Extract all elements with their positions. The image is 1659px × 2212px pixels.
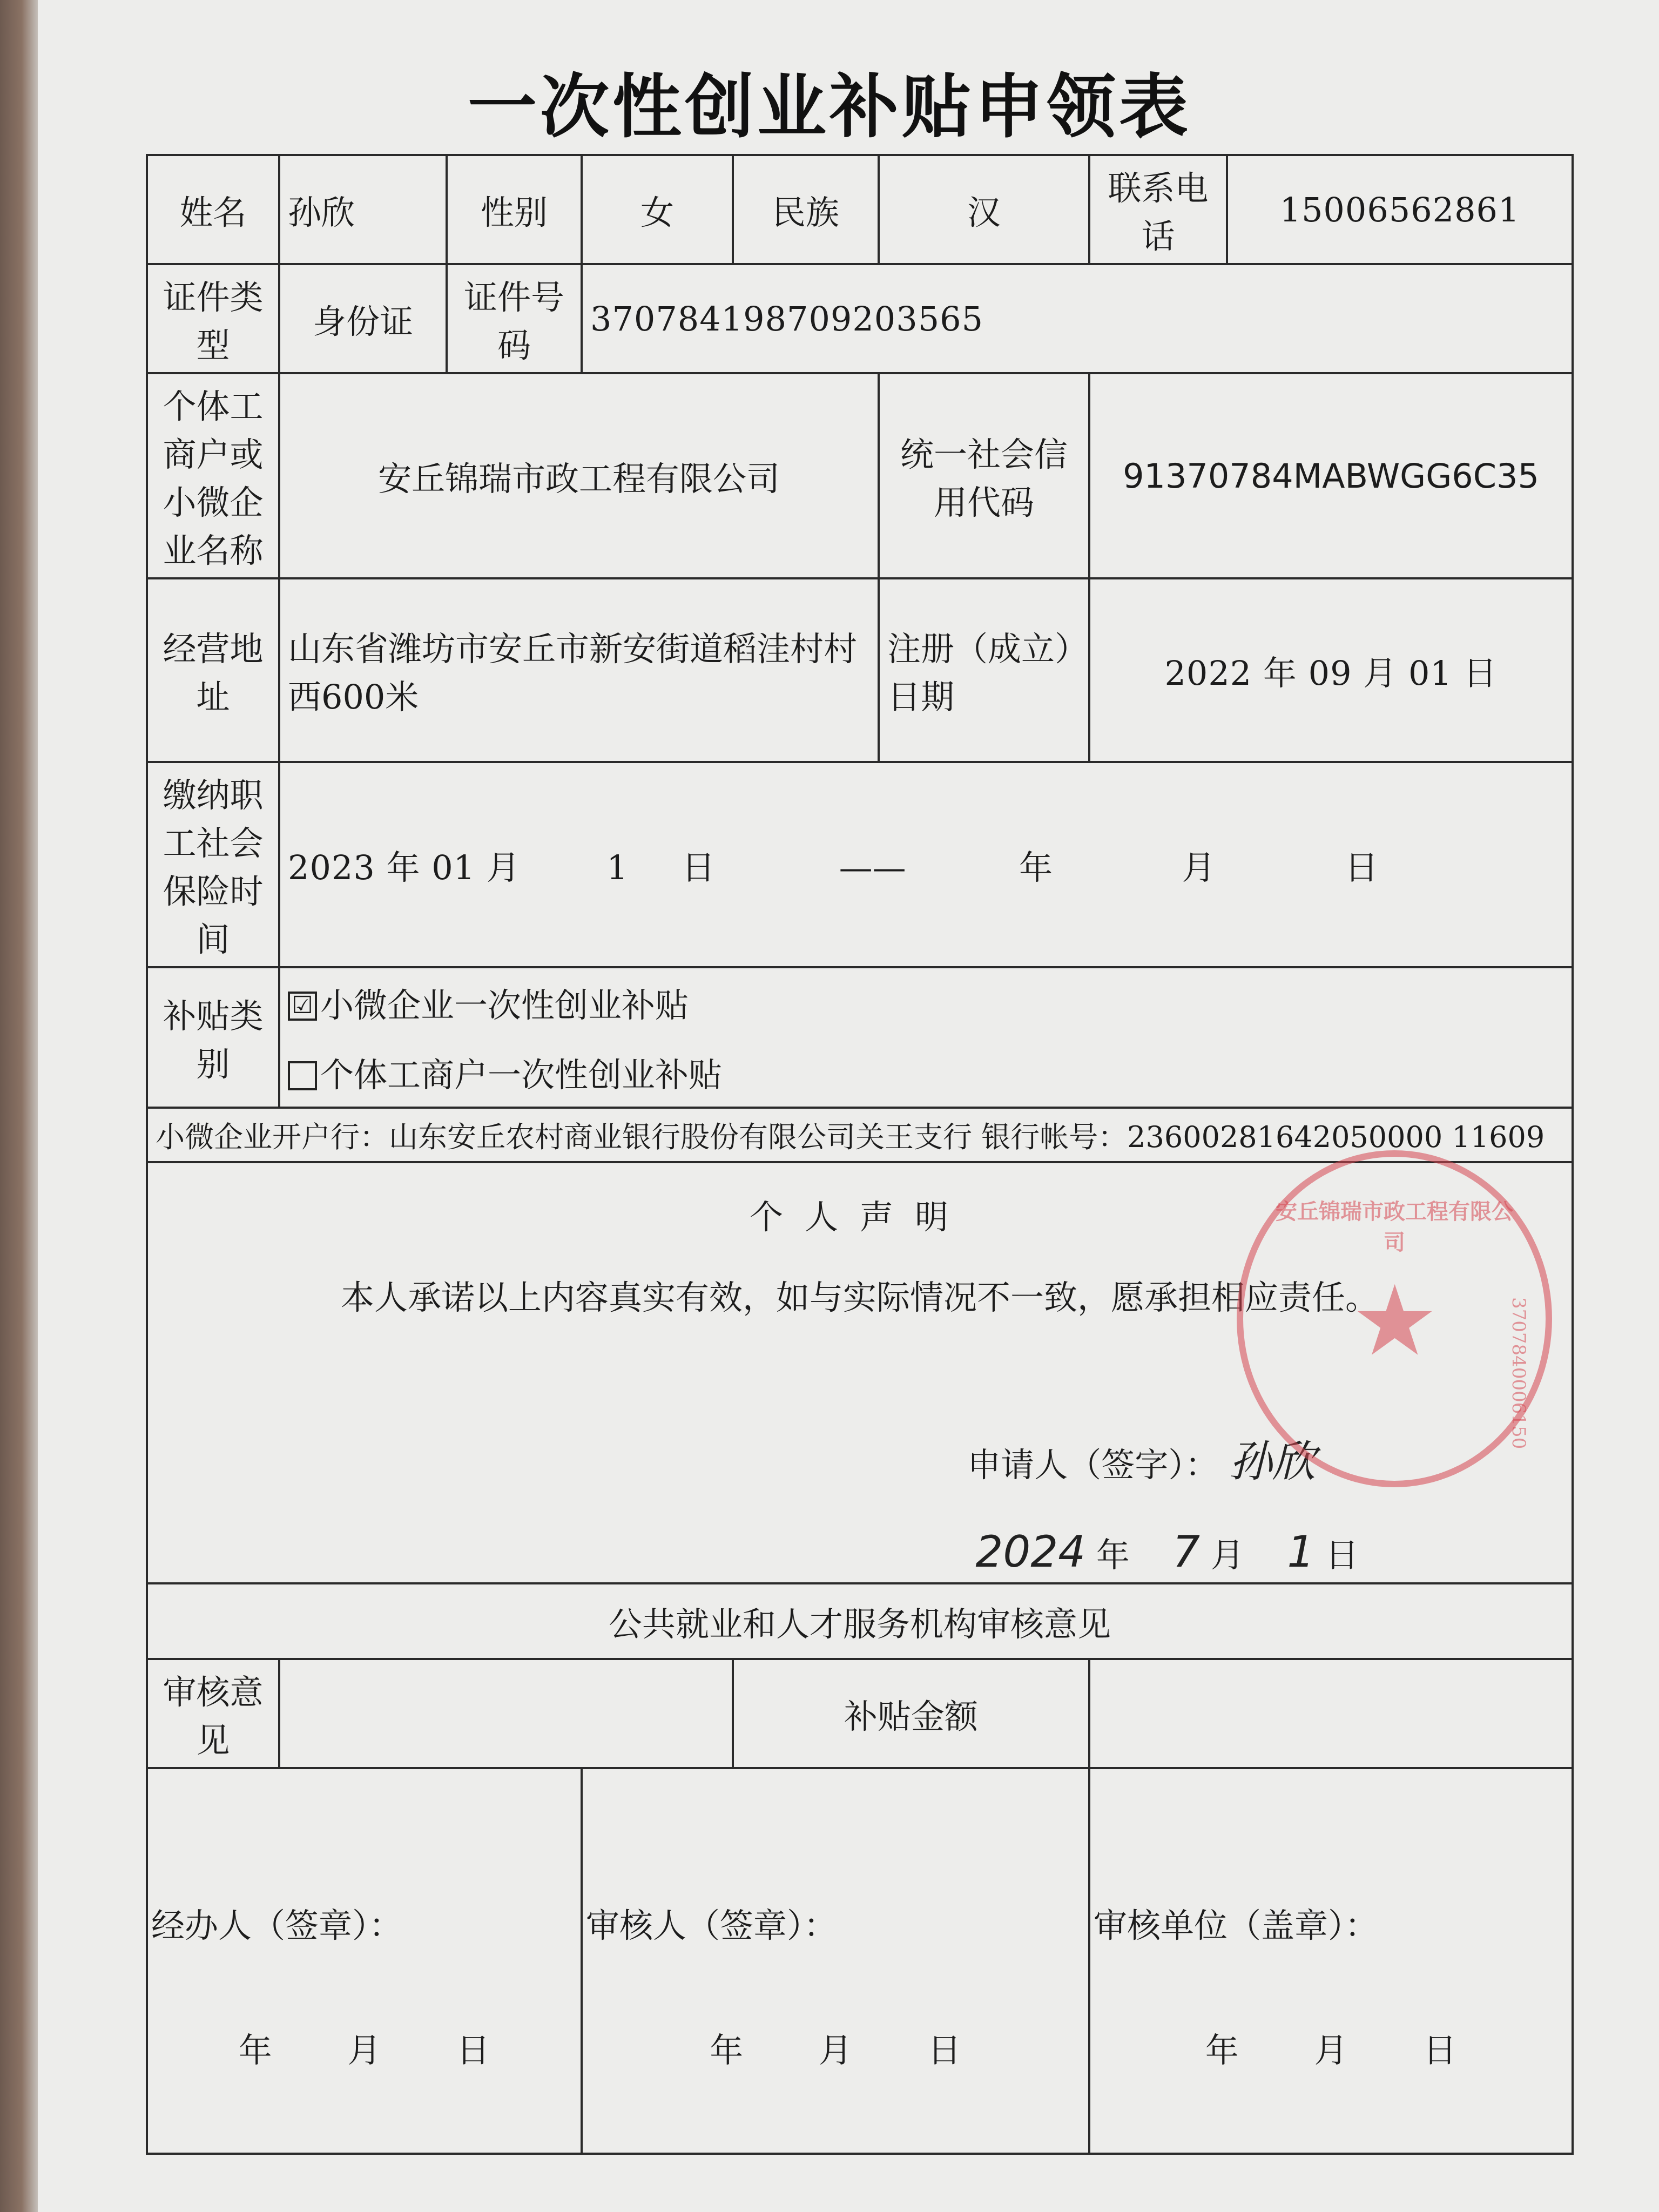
row-review-opinion — [147, 1659, 1573, 1768]
ethnicity-label: 民族 — [733, 155, 879, 264]
handler-date: 年 月 日 — [238, 2031, 490, 2070]
row-company — [147, 373, 1573, 578]
row-review-signatures — [147, 1768, 1573, 2154]
row-review-title — [147, 1583, 1573, 1659]
subsidy-option-individual-business[interactable] — [288, 1048, 1564, 1096]
applicant-label: 申请人（签字）： — [967, 1445, 1219, 1485]
declaration-date — [156, 1527, 1564, 1577]
subsidy-option-label: 小微企业一次性创业补贴 — [320, 986, 689, 1025]
insurance-dash: —— — [839, 847, 906, 887]
bank-account-info: 小微企业开户行：山东安丘农村商业银行股份有限公司关王支行 银行帐号：23600281642050000 11609 — [147, 1108, 1573, 1162]
subsidy-option-small-enterprise[interactable] — [288, 979, 1564, 1027]
company-value: 安丘锦瑞市政工程有限公司 — [279, 373, 879, 578]
address-label: 经营地址 — [147, 578, 279, 762]
insurance-end-day: 日 — [1344, 847, 1378, 887]
insurance-day-unit: 日 — [682, 847, 716, 887]
star-icon: ★ — [1351, 1265, 1439, 1378]
applicant-signature: 孙欣 — [1229, 1437, 1316, 1487]
subsidy-amount-label: 补贴金额 — [733, 1659, 1089, 1768]
date-month: 7 — [1172, 1527, 1201, 1577]
credit-code-value: 91370784MABWGG6C35 — [1089, 373, 1573, 578]
review-unit-cell[interactable] — [1089, 1768, 1573, 2154]
address-value: 山东省潍坊市安丘市新安街道稻洼村村西600米 — [279, 578, 879, 762]
id-number-label: 证件号码 — [447, 264, 582, 373]
stamp-code: 3707840006150 — [1508, 1297, 1529, 1449]
gender-label: 性别 — [447, 155, 582, 264]
row-id-info — [147, 264, 1573, 373]
registration-date-label: 注册（成立）日期 — [879, 578, 1089, 762]
checkbox-checked-icon[interactable]: ☑ — [288, 992, 317, 1021]
handler-signature-cell[interactable] — [147, 1768, 582, 2154]
id-type-value: 身份证 — [279, 264, 447, 373]
date-year: 2024 — [975, 1527, 1086, 1577]
insurance-start: 2023 年 01 月 — [288, 847, 521, 887]
name-label: 姓名 — [147, 155, 279, 264]
document-title: 一次性创业补贴申领表 — [467, 66, 1191, 147]
reviewer-label: 审核人（签章）： — [586, 1906, 838, 1945]
insurance-end-year: 年 — [1019, 847, 1053, 887]
date-day-unit: 日 — [1325, 1535, 1359, 1575]
ethnicity-value: 汉 — [879, 155, 1089, 264]
name-value: 孙欣 — [279, 155, 447, 264]
review-opinion-field[interactable] — [279, 1659, 733, 1768]
review-unit-date: 年 月 日 — [1205, 2031, 1457, 2070]
company-label: 个体工商户或小微企业名称 — [147, 373, 279, 578]
insurance-end-month: 月 — [1182, 847, 1216, 887]
company-seal-stamp — [1237, 1150, 1552, 1487]
review-unit-label: 审核单位（盖章）： — [1094, 1906, 1379, 1945]
row-address — [147, 578, 1573, 762]
checkbox-empty-icon[interactable] — [288, 1061, 317, 1090]
credit-code-label: 统一社会信用代码 — [879, 373, 1089, 578]
review-section-title: 公共就业和人才服务机构审核意见 — [147, 1583, 1573, 1659]
row-basic-info — [147, 155, 1573, 264]
date-year-unit: 年 — [1096, 1535, 1130, 1575]
row-subsidy-type — [147, 967, 1573, 1108]
insurance-label: 缴纳职工社会保险时间 — [147, 762, 279, 967]
id-number-value: 370784198709203565 — [582, 264, 1573, 373]
gender-value: 女 — [582, 155, 733, 264]
reviewer-signature-cell[interactable] — [582, 1768, 1089, 2154]
handler-label: 经办人（签章）： — [151, 1906, 403, 1945]
subsidy-options — [279, 967, 1573, 1108]
phone-value: 15006562861 — [1227, 155, 1573, 264]
subsidy-option-label: 个体工商户一次性创业补贴 — [320, 1055, 723, 1095]
id-type-label: 证件类型 — [147, 264, 279, 373]
insurance-start-day: 1 — [606, 847, 628, 887]
subsidy-type-label: 补贴类别 — [147, 967, 279, 1108]
stamp-text: 安丘锦瑞市政工程有限公司 — [1276, 1199, 1513, 1255]
declaration-text: 本人承诺以上内容真实有效，如与实际情况不一致，愿承担相应责任。 — [340, 1278, 1379, 1317]
subsidy-amount-field[interactable] — [1089, 1659, 1573, 1768]
review-opinion-label: 审核意见 — [147, 1659, 279, 1768]
reviewer-date: 年 月 日 — [710, 2031, 961, 2070]
date-day: 1 — [1287, 1527, 1315, 1577]
registration-date-value: 2022 年 09 月 01 日 — [1089, 578, 1573, 762]
row-insurance — [147, 762, 1573, 967]
insurance-period — [279, 762, 1573, 967]
phone-label: 联系电话 — [1089, 155, 1227, 264]
date-month-unit: 月 — [1210, 1535, 1244, 1575]
declaration-heading: 个人声明 — [749, 1197, 970, 1237]
